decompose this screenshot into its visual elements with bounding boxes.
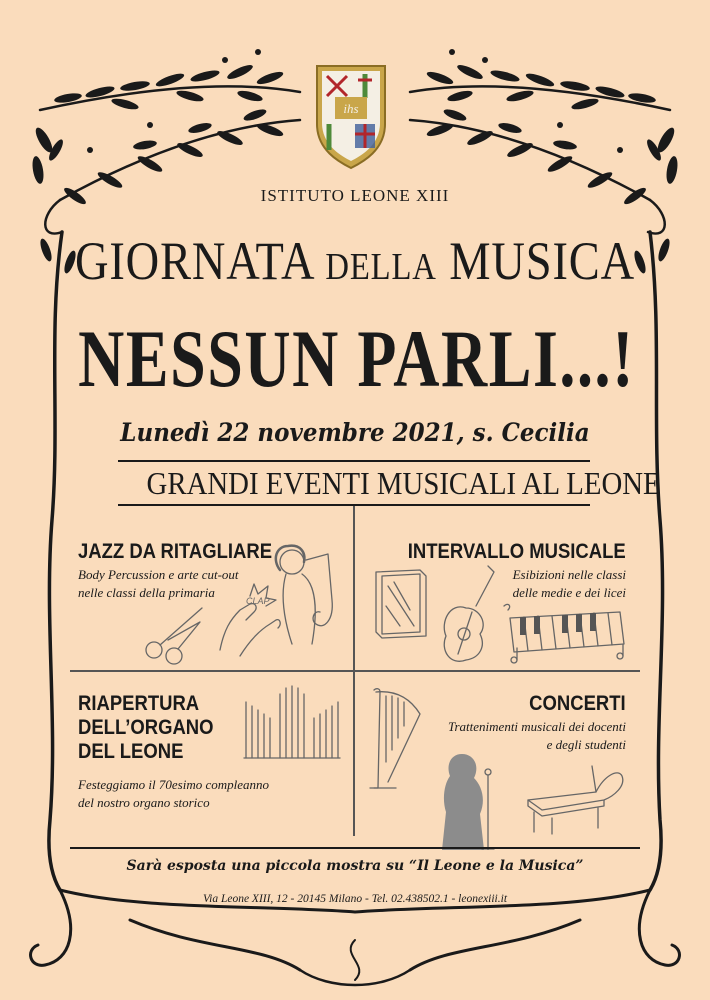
contact-address: Via Leone XIII, 12 - 20145 Milano - Tel. 02.438502.1 - leonexiii.it	[202, 893, 508, 905]
footer-divider	[70, 847, 640, 849]
subtitle-line: Festeggiamo il 70esimo compleanno	[78, 777, 269, 792]
organ-pipes-icon	[242, 684, 342, 764]
title-part-1: GIORNATA	[74, 231, 313, 291]
title-part-3: MUSICA	[449, 231, 636, 291]
institute-name: ISTITUTO LEONE XIII	[260, 186, 450, 205]
subtitle-line: nelle classi della primaria	[78, 585, 215, 600]
section-subtitle-organo	[78, 776, 298, 812]
event-date: Lunedì 22 novembre 2021, s. Cecilia	[120, 418, 590, 447]
title-line: DEL LEONE	[78, 740, 184, 763]
scissors-icon	[140, 600, 210, 665]
school-crest-logo	[313, 62, 389, 172]
saxophonist-icon	[272, 540, 348, 652]
grid-divider-horizontal	[70, 670, 640, 672]
section-title-concerti: CONCERTI	[529, 692, 626, 715]
subtitle-line: Trattenimenti musicali dei docenti	[447, 719, 626, 734]
subtitle-line: delle medie e dei licei	[512, 585, 626, 600]
piano-keys-icon	[500, 600, 630, 666]
subtitle-line: Body Percussion e arte cut-out	[78, 567, 239, 582]
exhibition-note: Sarà esposta una piccola mostra su “Il Leone e la Musica”	[126, 858, 584, 874]
guitar-icon	[436, 562, 500, 670]
headline: NESSUN PARLI...!	[78, 313, 635, 404]
section-title-jazz: JAZZ DA RITAGLIARE	[78, 540, 273, 563]
banner-text: GRANDI EVENTI MUSICALI AL LEONE	[146, 465, 661, 501]
event-title	[50, 230, 661, 292]
subtitle-line: del nostro organo storico	[78, 795, 210, 810]
crest-monogram: ihs	[313, 62, 315, 63]
cajon-icon	[370, 566, 432, 642]
svg-text:ihs: ihs	[343, 101, 359, 116]
clap-text: CLAP	[246, 596, 270, 606]
section-subtitle-concerti	[406, 718, 626, 754]
subtitle-line: Esibizioni nelle classi	[512, 567, 626, 582]
section-title-intervallo: INTERVALLO MUSICALE	[407, 540, 626, 563]
harp-icon	[366, 684, 428, 796]
banner	[118, 460, 661, 506]
section-title-organo	[78, 692, 214, 764]
title-line: DELL’ORGANO	[78, 716, 214, 739]
subtitle-line: e degli studenti	[546, 737, 626, 752]
grand-piano-icon	[522, 762, 626, 836]
title-part-2: DELLA	[325, 246, 437, 288]
title-line: RIAPERTURA	[78, 692, 200, 715]
singer-icon	[440, 752, 496, 850]
